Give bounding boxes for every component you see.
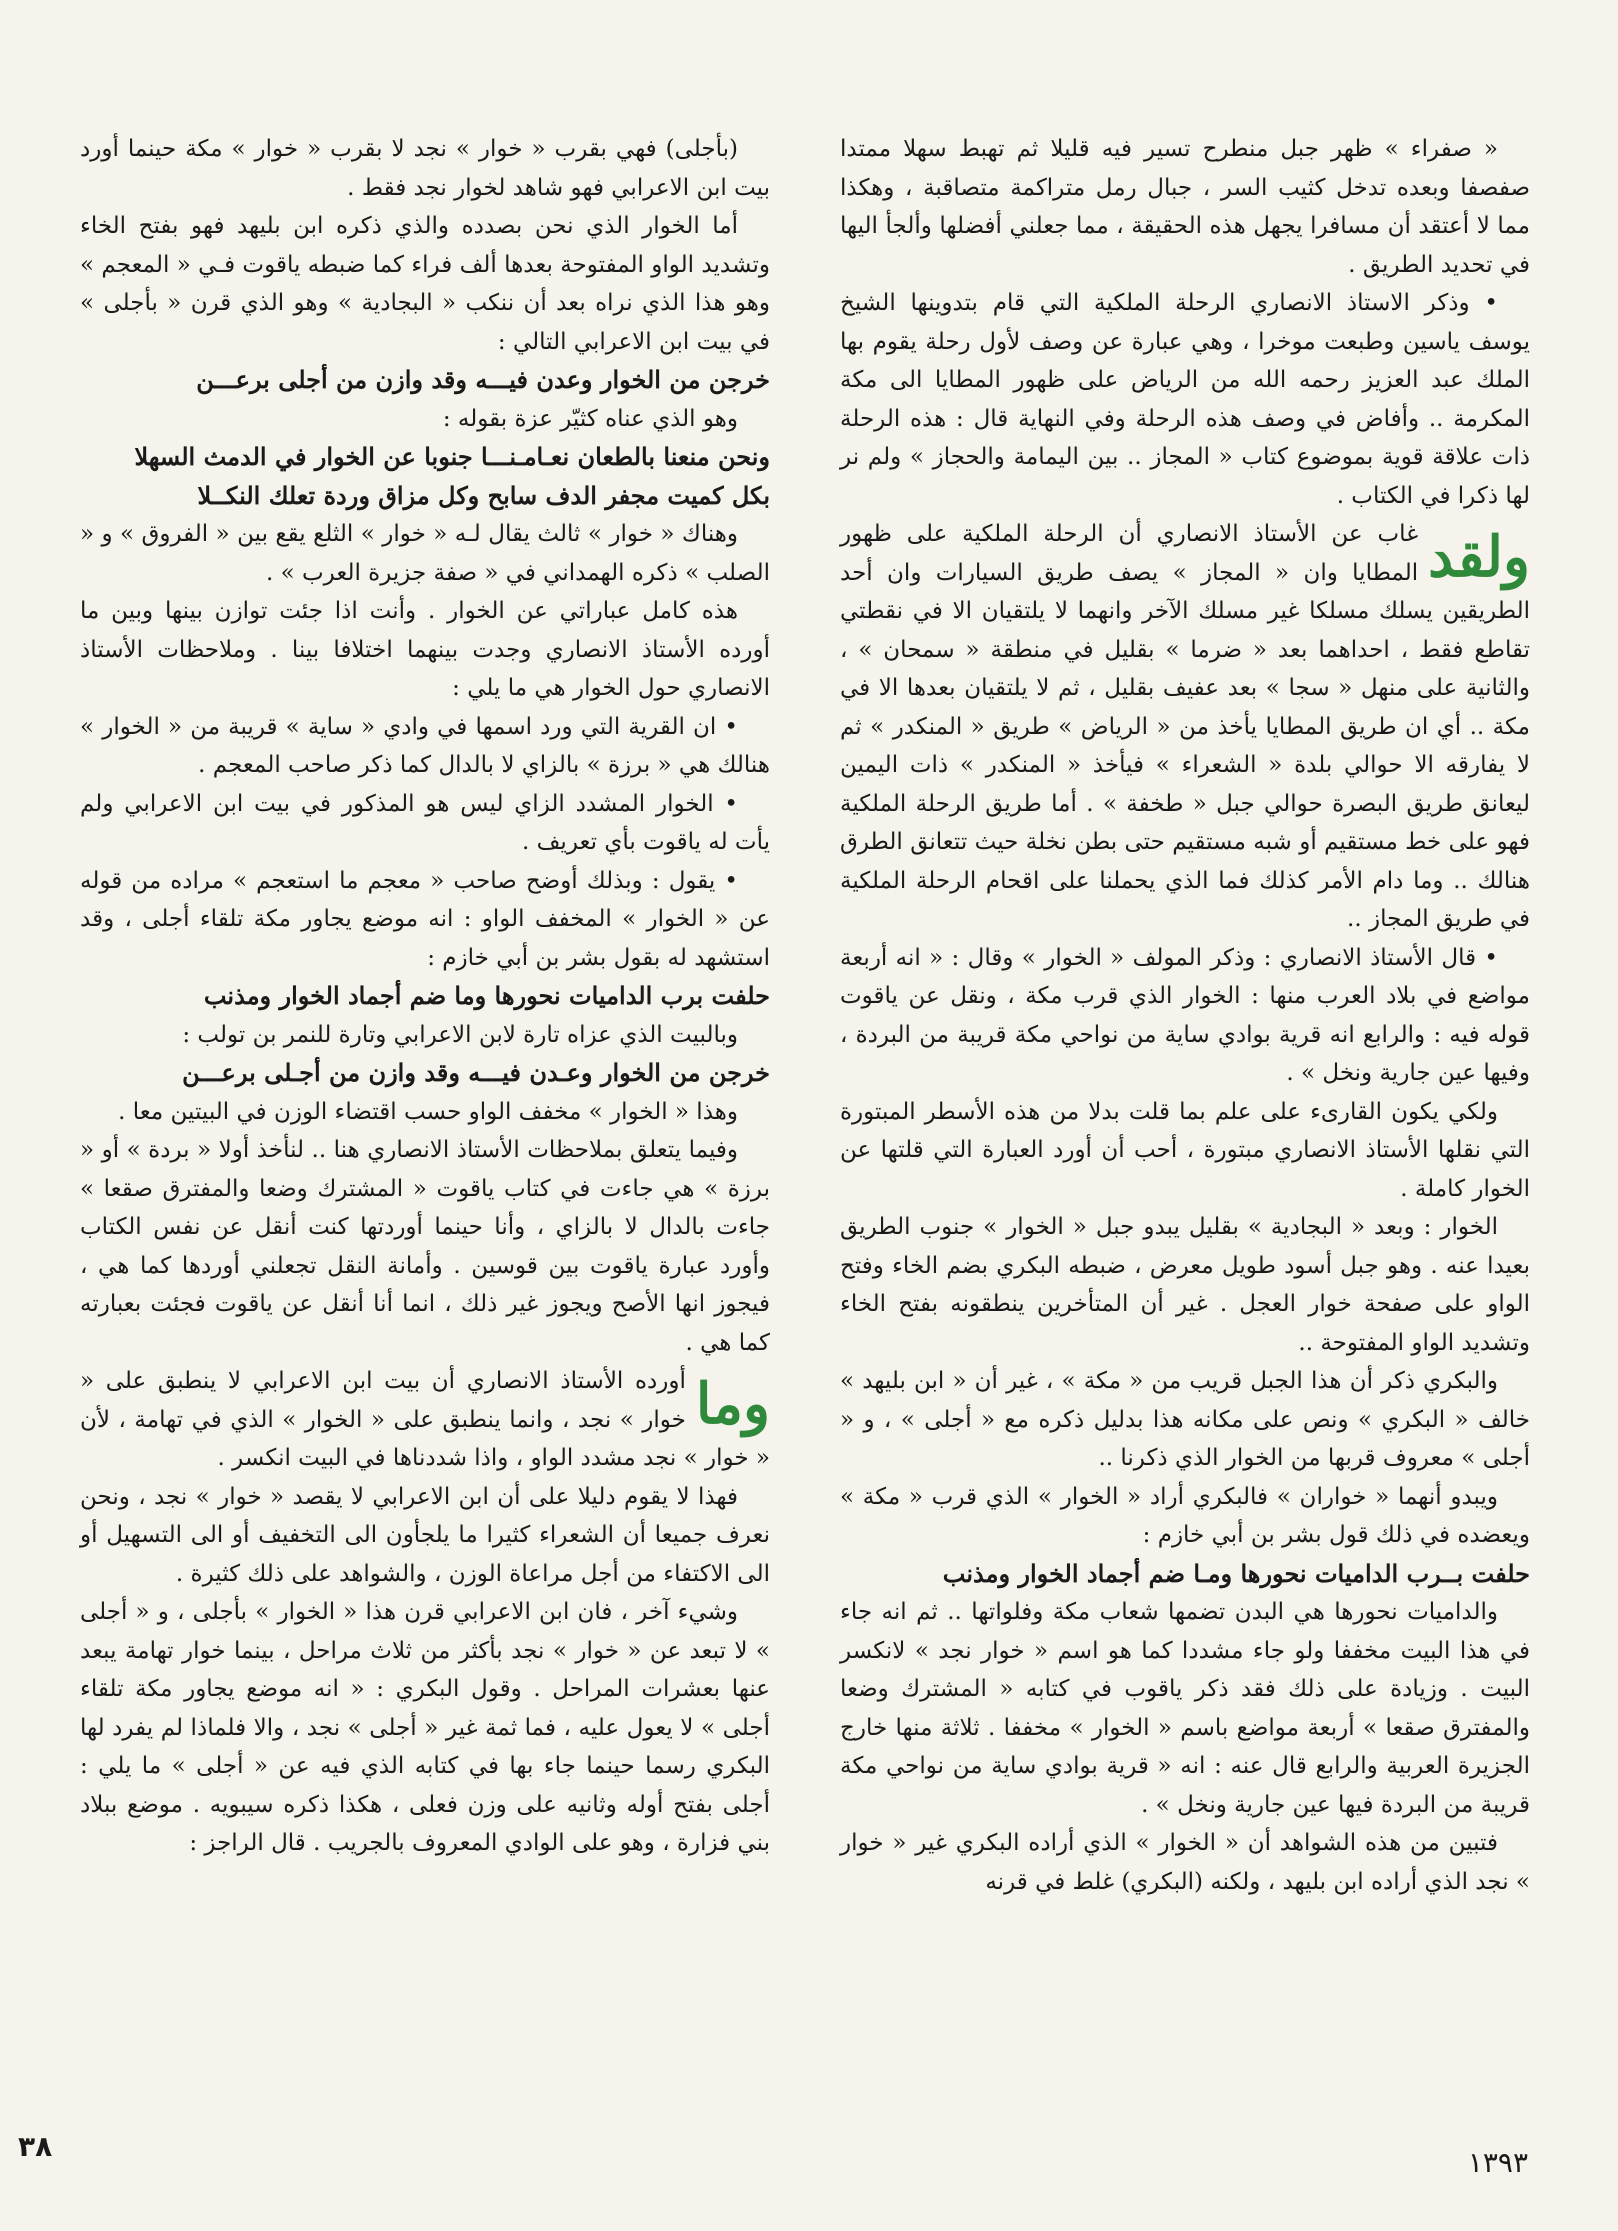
paragraph: • قال الأستاذ الانصاري : وذكر المولف « الخوار » وقال : « انه أربعة مواضع في بلاد العرب منها : الخوار الذي قرب مكة ، ونقل عن ياقوت قوله فيه : والرابع انه قرية بوادي ساية من نواحي مكة قريبة من البردة ، وفيها عين جارية ونخل » . xyxy=(840,944,1530,1086)
drop-cap: وما xyxy=(695,1371,770,1437)
paragraph: أما الخوار الذي نحن بصدده والذي ذكره ابن بليهد فهو بفتح الخاء وتشديد الواو المفتوحة بعدها ألف فراء كما ضبطه ياقوت فـي « المعجم » وهو هذا الذي نراه بعد أن ننكب « البجادية » وهو الذي قرن « بأجلى » في بيت ابن الاعرابي التالي : xyxy=(80,213,770,355)
paragraph: وهذا « الخوار » مخفف الواو حسب اقتضاء الوزن في البيتين معا . xyxy=(118,1098,738,1125)
poetry-verse: حلفت برب الداميات نحورها وما ضم أجماد الخوار ومذنب xyxy=(203,981,770,1010)
paragraph: والداميات نحورها هي البدن تضمها شعاب مكة وفلواتها .. ثم انه جاء في هذا البيت مخففا ولو جاء مشددا كما هو اسم « خوار نجد » لانكسر البيت . وزيادة على ذلك فقد ذكر ياقوب في كتابه « المشترك وضعا والمفترق صقعا » أربعة مواضع باسم « الخوار » مخففا . ثلاثة منها خارج الجزيرة العربية والرابع قال عنه : انه « قرية بوادي ساية من نواحي مكة قريبة من البردة فيها عين جارية ونخل » . xyxy=(840,1599,1530,1818)
paragraph: • ان القرية التي ورد اسمها في وادي « ساية » قريبة من « الخوار » هنالك هي « برزة » بالزاي لا بالدال كما ذكر صاحب المعجم . xyxy=(80,713,770,778)
right-column xyxy=(840,130,1530,1901)
poetry-verse: بكل كميت مجفر الدف سابح وكل مزاق وردة تعلك النكــلا xyxy=(197,480,770,510)
paragraph: الخوار : وبعد « البجادية » بقليل يبدو جبل « الخوار » جنوب الطريق بعيدا عنه . وهو جبل أسود طويل معرض ، ضبطه البكري بضم الخاء وفتح الواو على صفحة خوار العجل . غير أن المتأخرين ينطقونه بفتح الخاء وتشديد الواو المفتوحة .. xyxy=(840,1214,1530,1356)
paragraph: فتبين من هذه الشواهد أن « الخوار » الذي أراده البكري غير « خوار » نجد الذي أراده ابن بليهد ، ولكنه (البكري) غلط في قرنه xyxy=(840,1830,1530,1895)
poetry-verse: خرجن من الخوار وعدن فيـــه وقد وازن من أجلى برعـــن xyxy=(196,365,770,394)
paragraph: وهناك « خوار » ثالث يقال لـه « خوار » الثلع يقع بين « الفروق » و « الصلب » ذكره الهمداني في « صفة جزيرة العرب » . xyxy=(80,521,770,586)
page-number-left: ٣٨ xyxy=(18,2130,53,2163)
paragraph: ولكي يكون القارىء على علم بما قلت بدلا من هذه الأسطر المبتورة التي نقلها الأستاذ الانصاري مبتورة ، أحب أن أورد العبارة التي قلتها عن الخوار كاملة . xyxy=(840,1098,1530,1202)
drop-cap: ولقد xyxy=(1428,524,1530,590)
paragraph: وفيما يتعلق بملاحظات الأستاذ الانصاري هنا .. لنأخذ أولا « بردة » أو « برزة » هي جاءت في كتاب ياقوت « المشترك وضعا والمفترق صقعا » جاءت بالدال لا بالزاي ، وأنا حينما أوردتها كنت أنقل عن نفس الكتاب وأورد عبارة ياقوت بين قوسين . وأمانة النقل تجعلني أوردها كما هي ، فيجوز انها الأصح ويجوز غير ذلك ، انما أنا أنقل عن ياقوت فجئت بعبارته كما هي . xyxy=(80,1137,770,1356)
poetry-verse: حلفت بــرب الداميات نحورها ومـا ضم أجماد الخوار ومذنب xyxy=(942,1558,1530,1588)
paragraph: والبكري ذكر أن هذا الجبل قريب من « مكة » ، غير أن « ابن بليهد » خالف « البكري » ونص على مكانه هذا بدليل ذكره مع « أجلى » ، و « أجلى » معروف قربها من الخوار الذي ذكرنا .. xyxy=(840,1368,1530,1471)
paragraph: فهذا لا يقوم دليلا على أن ابن الاعرابي لا يقصد « خوار » نجد ، ونحن نعرف جميعا أن الشعراء كثيرا ما يلجأون الى التخفيف أو الى التسهيل أو الى الاكتفاء من أجل مراعاة الوزن ، والشواهد على ذلك كثيرة . xyxy=(80,1483,770,1587)
left-column xyxy=(80,130,770,1863)
page-number-right: ١٣٩٣ xyxy=(1467,2146,1528,2179)
paragraph: هذه كامل عباراتي عن الخوار . وأنت اذا جئت توازن بينها وبين ما أورده الأستاذ الانصاري وجدت بينهما اختلافا بينا . وملاحظات الأستاذ الانصاري حول الخوار هي ما يلي : xyxy=(80,598,770,701)
paragraph: « صفراء » ظهر جبل منطرح تسير فيه قليلا ثم تهبط سهلا ممتدا صفصفا وبعده تدخل كثيب السر ، جبال رمل متراكمة متصاقبة ، وهكذا مما لا أعتقد أن مسافرا يجهل هذه الحقيقة ، مما جعلني أفضلها وألجأ اليها في تحديد الطريق . xyxy=(840,136,1530,278)
paragraph: وشيء آخر ، فان ابن الاعرابي قرن هذا « الخوار » بأجلى ، و « أجلى » لا تبعد عن « خوار » نجد بأكثر من ثلاث مراحل ، بينما خوار تهامة يبعد عنها بعشرات المراحل . وقول البكري : « انه موضع يجاور مكة تلقاء أجلى » لا يعول عليه ، فما ثمة غير « أجلى » نجد ، والا فلماذا لم يفرد لها البكري رسما حينما جاء بها في كتابه الذي فيه عن « أجلى » ما يلي : أجلى بفتح أوله وثانيه على وزن فعلى ، هكذا ذكره سيبويه . موضع ببلاد بني فزارة ، وهو على الوادي المعروف بالجريب . قال الراجز : xyxy=(80,1599,770,1856)
paragraph: • يقول : وبذلك أوضح صاحب « معجم ما استعجم » مراده من قوله عن « الخوار » المخفف الواو : انه موضع يجاور مكة تلقاء أجلى ، وقد استشهد له بقول بشر بن أبي خازم : xyxy=(80,867,770,971)
paragraph-with-drop-cap xyxy=(840,515,1530,939)
poetry-verse: ونحن منعنا بالطعان نعـامـنـــا جنوبا عن الخوار في الدمث السهلا xyxy=(134,442,770,471)
paragraph-text: غاب عن الأستاذ الانصاري أن الرحلة الملكية على ظهور المطايا وان « المجاز » يصف طريق السيارات وان أحد الطريقين يسلك مسلكا غير مسلك الآخر وانهما لا يلتقيان الا في نقطتي تقاطع فقط ، احداهما بعد « ضرما » بقليل في منطقة « سمحان » ، والثانية على منهل « سجا » بعد عفيف بقليل ، ثم لا يلتقيان بعدها الا في مكة .. أي ان طريق المطايا يأخذ من « الرياض » طريق « المنكدر » ثم لا يفارقه الا حوالي بلدة « الشعراء » فيأخذ « المنكدر » ذات اليمين ليعانق طريق البصرة حوالي جبل « طخفة » . أما طريق الرحلة الملكية فهو على خط مستقيم أو شبه مستقيم حتى بطن نخلة حيث تتعانق الطرق هنالك .. وما دام الأمر كذلك فما الذي يحملنا على اقحام الرحلة الملكية في طريق المجاز .. xyxy=(840,521,1530,932)
paragraph: وهو الذي عناه كثيّر عزة بقوله : xyxy=(442,405,738,432)
paragraph: وبالبيت الذي عزاه تارة لابن الاعرابي وتارة للنمر بن تولب : xyxy=(182,1021,738,1048)
poetry-verse: خرجن من الخوار وعـدن فيـــه وقد وازن من أجـلى برعـــن xyxy=(182,1058,770,1087)
paragraph-with-drop-cap xyxy=(80,1362,770,1478)
paragraph: • الخوار المشدد الزاي ليس هو المذكور في بيت ابن الاعرابي ولم يأت له ياقوت بأي تعريف . xyxy=(80,790,770,855)
paragraph: (بأجلى) فهي بقرب « خوار » نجد لا بقرب « خوار » مكة حينما أورد بيت ابن الاعرابي فهو شاهد لخوار نجد فقط . xyxy=(80,136,770,201)
paragraph: ويبدو أنهما « خواران » فالبكري أراد « الخوار » الذي قرب « مكة » ويعضده في ذلك قول بشر بن أبي خازم : xyxy=(840,1483,1530,1548)
paragraph: • وذكر الاستاذ الانصاري الرحلة الملكية التي قام بتدوينها الشيخ يوسف ياسين وطبعت موخرا ، وهي عبارة عن وصف لأول رحلة يقوم بها الملك عبد العزيز رحمه الله من الرياض على ظهور المطايا الى مكة المكرمة .. وأفاض في وصف هذه الرحلة وفي النهاية قال : هذه الرحلة ذات علاقة قوية بموضوع كتاب « المجاز .. بين اليمامة والحجاز » ولم نر لها ذكرا في الكتاب . xyxy=(840,290,1530,509)
paragraph-text: أورده الأستاذ الانصاري أن بيت ابن الاعرابي لا ينطبق على « خوار » نجد ، وانما ينطبق على « الخوار » الذي في تهامة ، لأن « خوار » نجد مشدد الواو ، واذا شددناها في البيت انكسر . xyxy=(80,1368,770,1471)
